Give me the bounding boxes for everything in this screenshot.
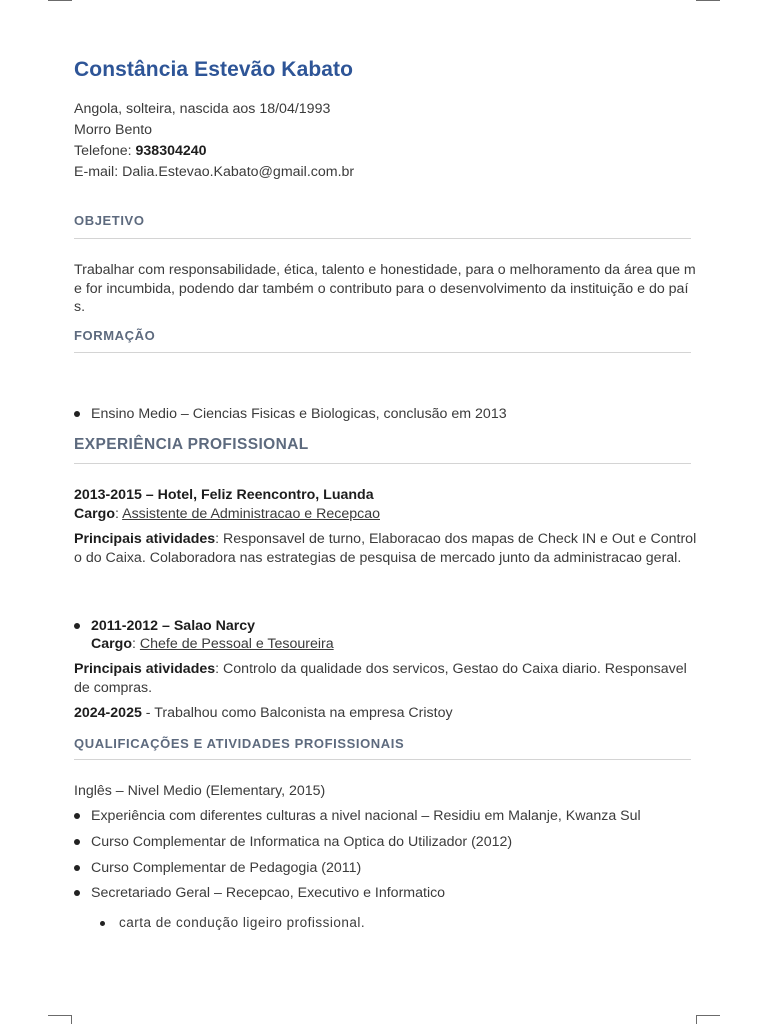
personal-info-line: Angola, solteira, nascida aos 18/04/1993 — [74, 101, 331, 117]
address-line: Morro Bento — [74, 122, 153, 138]
phone-label: Telefone: — [74, 143, 136, 159]
job-role: Cargo: Chefe de Pessoal e Tesoureira — [91, 636, 334, 652]
crop-mark — [696, 1015, 697, 1024]
bullet-icon — [100, 921, 105, 926]
bullet-icon — [74, 890, 80, 896]
bullet-icon — [74, 623, 80, 629]
phone-line — [74, 142, 207, 161]
job-activities — [74, 660, 698, 697]
qualification-item-text: Curso Complementar de Informatica na Optica do Utilizador (2012) — [91, 834, 513, 850]
crop-mark — [48, 1015, 72, 1016]
job-heading: 2011-2012 – Salao Narcy — [91, 618, 256, 634]
education-item-text: Ensino Medio – Ciencias Fisicas e Biologicas, conclusão em 2013 — [91, 406, 507, 422]
section-title-education: FORMAÇÃO — [74, 328, 156, 343]
role-label: Cargo — [74, 506, 115, 522]
job-heading: 2013-2015 – Hotel, Feliz Reencontro, Luanda — [74, 487, 374, 503]
job-years: 2024-2025 — [74, 705, 142, 721]
section-title-experience: EXPERIÊNCIA PROFISSIONAL — [74, 436, 309, 453]
email-line: E-mail: Dalia.Estevao.Kabato@gmail.com.br — [74, 164, 355, 180]
activities-label: Principais atividades — [74, 531, 216, 547]
language-line: Inglês – Nivel Medio (Elementary, 2015) — [74, 783, 326, 799]
qualification-sub-item-text: carta de condução ligeiro profissional. — [119, 915, 366, 930]
candidate-name: Constância Estevão Kabato — [74, 58, 354, 81]
crop-mark — [696, 0, 720, 1]
section-divider — [74, 759, 691, 760]
role-value: Assistente de Administracao e Recepcao — [122, 506, 380, 522]
qualification-item-text: Curso Complementar de Pedagogia (2011) — [91, 860, 362, 876]
job-role: Cargo: Assistente de Administracao e Recepcao — [74, 506, 380, 522]
bullet-icon — [74, 813, 80, 819]
bullet-icon — [74, 865, 80, 871]
role-label: Cargo — [91, 636, 132, 652]
activities-label: Principais atividades — [74, 661, 216, 677]
section-divider — [74, 463, 691, 464]
job-activities — [74, 530, 698, 567]
role-value: Chefe de Pessoal e Tesoureira — [139, 636, 334, 652]
section-title-qualifications: QUALIFICAÇÕES E ATIVIDADES PROFISSIONAIS — [74, 736, 405, 751]
qualification-item-text: Experiência com diferentes culturas a nivel nacional – Residiu em Malanje, Kwanza Sul — [91, 808, 641, 824]
bullet-icon — [74, 411, 80, 417]
section-divider — [74, 352, 691, 353]
qualification-item-text: Secretariado Geral – Recepcao, Executivo e Informatico — [91, 885, 446, 901]
section-divider — [74, 238, 691, 239]
job-line — [74, 704, 453, 723]
phone-value: 938304240 — [135, 143, 207, 159]
objective-text: Trabalhar com responsabilidade, ética, talento e honestidade, para o melhoramento da área que me for incumbida, podendo dar também o contributo para o desenvolvimento da instituição e do país. — [74, 262, 696, 315]
crop-mark — [48, 0, 72, 1]
crop-mark — [696, 1015, 720, 1016]
activities-text: : Controlo da qualidade dos servicos, Gestao do Caixa diario. Responsavel de compras. — [74, 661, 687, 696]
section-title-objective: OBJETIVO — [74, 213, 145, 228]
activities-text: : Responsavel de turno, Elaboracao dos mapas de Check IN e Out e Controlo do Caixa. Colaboradora nas estrategias de pesquisa de mercado junto da administracao geral. — [74, 531, 697, 566]
crop-mark — [71, 1015, 72, 1024]
job-text: - Trabalhou como Balconista na empresa Cristoy — [141, 705, 453, 721]
bullet-icon — [74, 839, 80, 845]
